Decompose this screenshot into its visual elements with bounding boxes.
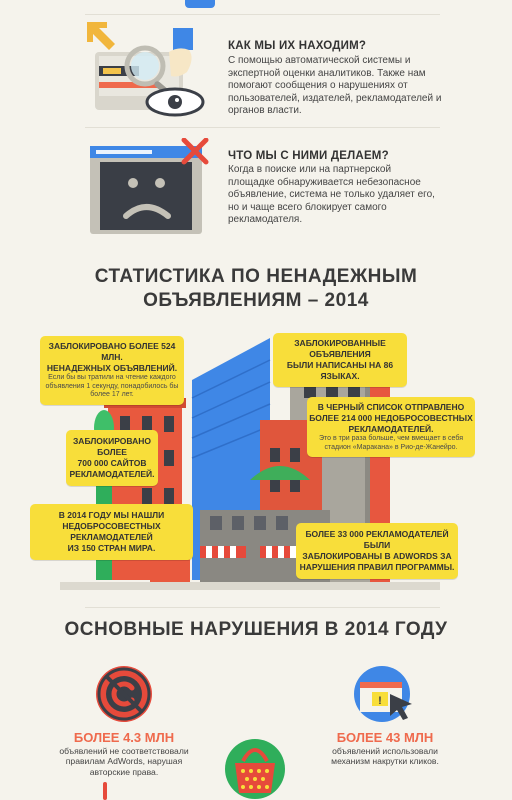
handbag-icon bbox=[225, 735, 285, 800]
detection-illustration-icon bbox=[85, 20, 215, 120]
divider-middle bbox=[85, 127, 440, 128]
what-do-text: Когда в поиске или на партнерской площадке обнаруживается небезопасное объявление, система не только удаляет его, но и чаще всего блокирует самого рекламодателя. bbox=[228, 164, 435, 226]
violation-right-number: БОЛЕЕ 43 МЛН bbox=[336, 730, 434, 745]
what-do-title: ЧТО МЫ С НИМИ ДЕЛАЕМ? bbox=[228, 150, 389, 162]
stat-callout-86-languages: ЗАБЛОКИРОВАННЫЕ ОБЪЯВЛЕНИЯ БЫЛИ НАПИСАНЫ НА 86 ЯЗЫКАХ. bbox=[273, 333, 407, 387]
stat-callout-150-countries: В 2014 ГОДУ МЫ НАШЛИ НЕДОБРОСОВЕСТНЫХ РЕКЛАМОДАТЕЛЕЙ ИЗ 150 СТРАН МИРА. bbox=[30, 504, 193, 560]
stat-callout-33k-advertisers: БОЛЕЕ 33 000 РЕКЛАМОДАТЕЛЕЙ БЫЛИ ЗАБЛОКИРОВАНЫ В ADWORDS ЗА НАРУШЕНИЯ ПРАВИЛ ПРОГРАММЫ. bbox=[296, 523, 458, 579]
violation-left-number: БОЛЕЕ 4.3 МЛН bbox=[73, 730, 175, 745]
violation-left-text: объявлений не соответствовали правилам AdWords, нарушая авторские права. bbox=[59, 746, 189, 777]
violations-title: ОСНОВНЫЕ НАРУШЕНИЯ В 2014 ГОДУ bbox=[64, 619, 448, 640]
violation-right-text: объявлений использовали механизм накрутки кликов. bbox=[331, 746, 439, 767]
svg-text:!: ! bbox=[378, 695, 382, 707]
how-find-text: С помощью автоматической системы и экспертной оценки аналитиков. Также нам помогают сообщения о нарушениях от пользователей, издателей, рекламодателей и органов власти. bbox=[228, 55, 442, 117]
top-illustration-fragment bbox=[185, 0, 215, 8]
how-find-title: КАК МЫ ИХ НАХОДИМ? bbox=[228, 40, 367, 52]
stat-callout-214k-blacklist: В ЧЕРНЫЙ СПИСОК ОТПРАВЛЕНО БОЛЕЕ 214 000 НЕДОБРОСОВЕСТНЫХ РЕКЛАМОДАТЕЛЕЙ. Это в три раза больше, чем вмещает в себя стадион «Маракана» в Рио-де-Жанейро. bbox=[307, 397, 475, 457]
click-fraud-icon bbox=[352, 664, 418, 724]
thermometer-icon bbox=[100, 782, 110, 800]
stat-callout-524m-ads: ЗАБЛОКИРОВАНО БОЛЕЕ 524 МЛН. НЕНАДЕЖНЫХ ОБЪЯВЛЕНИЙ. Если бы вы тратили на чтение каждого объявления 1 секунду, понадобилось бы более 17 лет. bbox=[40, 336, 184, 405]
blocked-page-icon bbox=[88, 138, 216, 238]
stat-callout-700k-sites: ЗАБЛОКИРОВАНО БОЛЕЕ 700 000 САЙТОВ РЕКЛАМОДАТЕЛЕЙ. bbox=[66, 430, 158, 486]
copyright-violation-icon bbox=[94, 664, 154, 724]
divider-top bbox=[85, 14, 440, 15]
divider-bottom bbox=[85, 607, 440, 608]
stats-section-title: СТАТИСТИКА ПО НЕНАДЕЖНЫМ ОБЪЯВЛЕНИЯМ – 2014 bbox=[94, 266, 418, 311]
